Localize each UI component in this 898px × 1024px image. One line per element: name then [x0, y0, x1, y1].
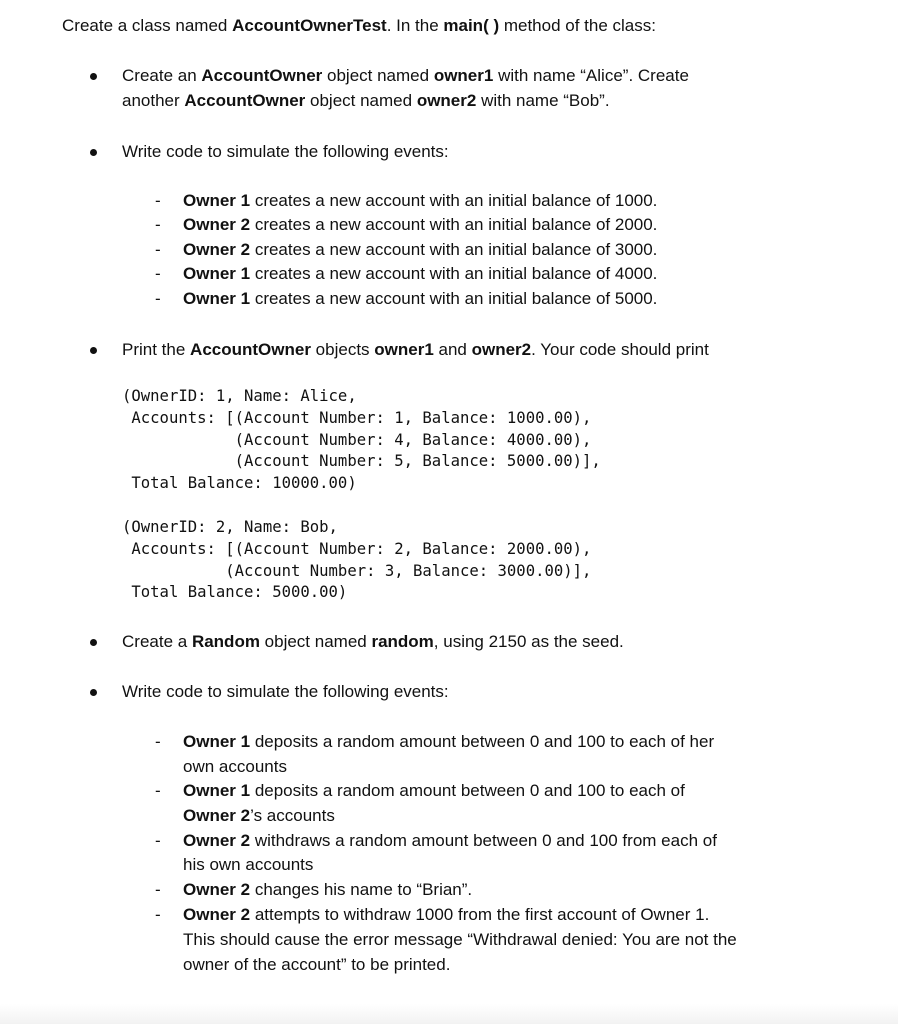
event-item	[183, 730, 714, 754]
bullet2-text: Write code to simulate the following events:	[122, 142, 449, 161]
bullet-dot	[90, 639, 97, 646]
dash: -	[155, 264, 161, 283]
intro-text: . In the	[386, 16, 444, 35]
text: deposits a random amount between 0 and 100 to each of her	[250, 732, 715, 751]
event-item-cont	[183, 804, 335, 828]
dash: -	[155, 880, 161, 899]
event-item	[183, 287, 657, 311]
code-output-owner1: (OwnerID: 1, Name: Alice, Accounts: [(Account Number: 1, Balance: 1000.00), (Account Number: 4, Balance: 4000.00), (Account Number: 5, Balance: 5000.00)], Total Balance: 10000.00)	[122, 387, 601, 493]
owner-ref: Owner 1	[183, 781, 251, 800]
event-item	[183, 829, 717, 853]
text: withdraws a random amount between 0 and 100 from each of	[250, 831, 717, 850]
event-item-cont: his own accounts	[183, 855, 314, 874]
text: creates a new account with an initial balance of 3000.	[250, 240, 658, 259]
text: object named	[305, 91, 417, 110]
owner-ref: Owner 2	[183, 831, 251, 850]
bullet-dot	[90, 149, 97, 156]
intro-text: Create a class named	[62, 16, 233, 35]
owner-ref: Owner 2	[183, 806, 251, 825]
event-item-cont: owner of the account” to be printed.	[183, 955, 451, 974]
class-ref: AccountOwner	[184, 91, 306, 110]
text: creates a new account with an initial balance of 2000.	[250, 215, 658, 234]
method-name: main( )	[443, 16, 500, 35]
intro-line	[62, 14, 656, 38]
code-output-owner2: (OwnerID: 2, Name: Bob, Accounts: [(Account Number: 2, Balance: 2000.00), (Account Number: 3, Balance: 3000.00)], Total Balance: 5000.00)	[122, 518, 592, 602]
dash: -	[155, 732, 161, 751]
event-item	[183, 213, 657, 237]
bullet1-line1	[122, 64, 689, 88]
dash: -	[155, 191, 161, 210]
text: with name “Alice”. Create	[493, 66, 689, 85]
var-ref: owner2	[471, 340, 532, 359]
text: deposits a random amount between 0 and 100 to each of	[250, 781, 685, 800]
class-ref: Random	[191, 632, 260, 651]
owner-ref: Owner 1	[183, 264, 251, 283]
dash: -	[155, 831, 161, 850]
text: . Your code should print	[531, 340, 709, 359]
owner-ref: Owner 2	[183, 880, 251, 899]
text: object named	[259, 632, 372, 651]
text: creates a new account with an initial balance of 5000.	[250, 289, 658, 308]
owner-ref: Owner 1	[183, 289, 251, 308]
intro-text: method of the class:	[499, 16, 656, 35]
text: with name “Bob”.	[476, 91, 610, 110]
text: changes his name to “Brian”.	[250, 880, 473, 899]
event-item	[183, 262, 657, 286]
dash: -	[155, 289, 161, 308]
page-bottom-edge	[0, 1004, 898, 1024]
event-item	[183, 779, 685, 803]
text: creates a new account with an initial balance of 4000.	[250, 264, 658, 283]
text: attempts to withdraw 1000 from the first account of Owner 1.	[250, 905, 710, 924]
text: another	[122, 91, 185, 110]
dash: -	[155, 781, 161, 800]
bullet5-text: Write code to simulate the following events:	[122, 682, 449, 701]
text: and	[433, 340, 472, 359]
owner-ref: Owner 2	[183, 905, 251, 924]
event-item-cont: This should cause the error message “Withdrawal denied: You are not the	[183, 930, 737, 949]
text: creates a new account with an initial balance of 1000.	[250, 191, 658, 210]
event-item	[183, 189, 657, 213]
text: Create an	[122, 66, 202, 85]
text: Create a	[122, 632, 192, 651]
text: object named	[322, 66, 434, 85]
dash: -	[155, 240, 161, 259]
dash: -	[155, 905, 161, 924]
bullet-dot	[90, 73, 97, 80]
text: objects	[310, 340, 375, 359]
text: ’s accounts	[250, 806, 335, 825]
owner-ref: Owner 2	[183, 240, 251, 259]
text: Print the	[122, 340, 191, 359]
owner-ref: Owner 1	[183, 191, 251, 210]
bullet3-text	[122, 338, 709, 362]
event-item	[183, 238, 657, 262]
class-name: AccountOwnerTest	[232, 16, 387, 35]
var-ref: owner1	[433, 66, 494, 85]
dash: -	[155, 215, 161, 234]
var-ref: owner2	[416, 91, 477, 110]
var-ref: random	[371, 632, 434, 651]
text: , using 2150 as the seed.	[433, 632, 624, 651]
class-ref: AccountOwner	[190, 340, 311, 359]
owner-ref: Owner 1	[183, 732, 251, 751]
event-item	[183, 878, 472, 902]
bullet4-text	[122, 630, 624, 654]
event-item	[183, 903, 709, 927]
bullet-dot	[90, 347, 97, 354]
event-item-cont: own accounts	[183, 757, 287, 776]
owner-ref: Owner 2	[183, 215, 251, 234]
bullet-dot	[90, 689, 97, 696]
var-ref: owner1	[374, 340, 434, 359]
bullet1-line2	[122, 89, 610, 113]
class-ref: AccountOwner	[201, 66, 323, 85]
